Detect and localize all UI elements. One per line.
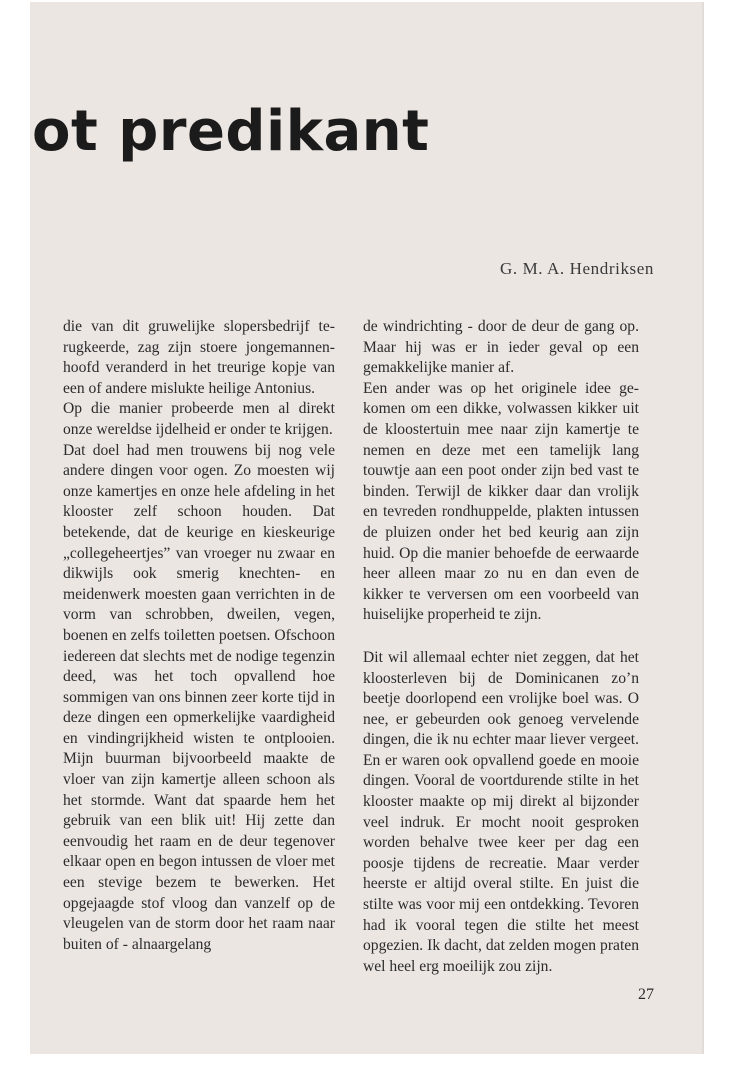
right-text-column [363,317,639,977]
article-title: ot predikant [32,99,430,164]
author-byline: G. M. A. Hendriksen [500,259,654,278]
paragraph: de windrichting - door de deur de gang op. Maar hij was er in ieder geval op een gemakkelijke manier af. [363,318,639,377]
left-text-column [63,317,335,955]
paragraph: Een ander was op het originele idee gekomen om een dikke, volwassen kikker uit de kloostertuin mee naar zijn kamertje te nemen en deze met een tamelijk lang touwtje aan een poot onder zijn bed vast te binden. Terwijl de kikker daar dan vrolijk en tevreden rondhuppelde, plakten intussen de pluizen onder het bed keurig aan zijn huid. Op die manier behoefde de eerwaarde heer alleen maar zo nu en dan even de kikker te verversen om een voorbeeld van huiselijke properheid te zijn. [363,379,639,624]
paragraph: die van dit gruwelijke slopersbedrijf terugkeerde, zag zijn stoere jongemannenhoofd veranderd in het treurige kopje van een of andere mislukte heilige Antonius. [63,318,335,397]
paragraph: Dat doel had men trouwens bij nog vele andere dingen voor ogen. Zo moesten wij onze kamertjes en onze hele afdeling in het klooster zelf schoon houden. Dat betekende, dat de keurige en kieskeurige „collegeheertjes” van vroeger nu zwaar en dikwijls ook smerig knechten- en meidenwerk moesten gaan verrichten in de vorm van schrobben, dweilen, vegen, boenen en zelfs toiletten poetsen. Ofschoon iedereen dat slechts met de nodige tegenzin deed, was het toch opvallend hoe sommigen van ons binnen zeer korte tijd in deze dingen een opmerkelijke vaardigheid en vindingrijkheid wisten te ontplooien. Mijn buurman bijvoorbeeld maakte de vloer van zijn kamertje alleen schoon als het stormde. Want dat spaarde hem het gebruik van een blik uit! Hij zette dan eenvoudig het raam en de deur tegenover elkaar open en begon intussen de vloer met een stevige bezem te bewerken. Het opgejaagde stof vloog dan vanzelf op de vleugelen van de storm door het raam naar buiten of - alnaargelang [63,441,335,953]
page-number: 27 [638,986,654,1003]
paragraph: Dit wil allemaal echter niet zeggen, dat het kloosterleven bij de Dominicanen zo’n beetje doorlopend een vrolijke boel was. O nee, er gebeurden ook genoeg vervelende dingen, die ik nu echter maar liever vergeet. En er waren ook opvallend goede en mooie dingen. Vooral de voortdurende stilte in het klooster maakte op mij direkt al bijzonder veel indruk. Er mocht nooit gesproken worden behalve twee keer per dag een poosje tijdens de recreatie. Maar verder heerste er altijd overal stilte. En juist die stilte was voor mij een ontdekking. Tevoren had ik vooral tegen die stilte het meest opgezien. Ik dacht, dat zelden mogen praten wel heel erg moeilijk zou zijn. [363,648,639,975]
paragraph: Op die manier probeerde men al direkt onze wereldse ijdelheid er onder te krijgen. [63,400,335,438]
